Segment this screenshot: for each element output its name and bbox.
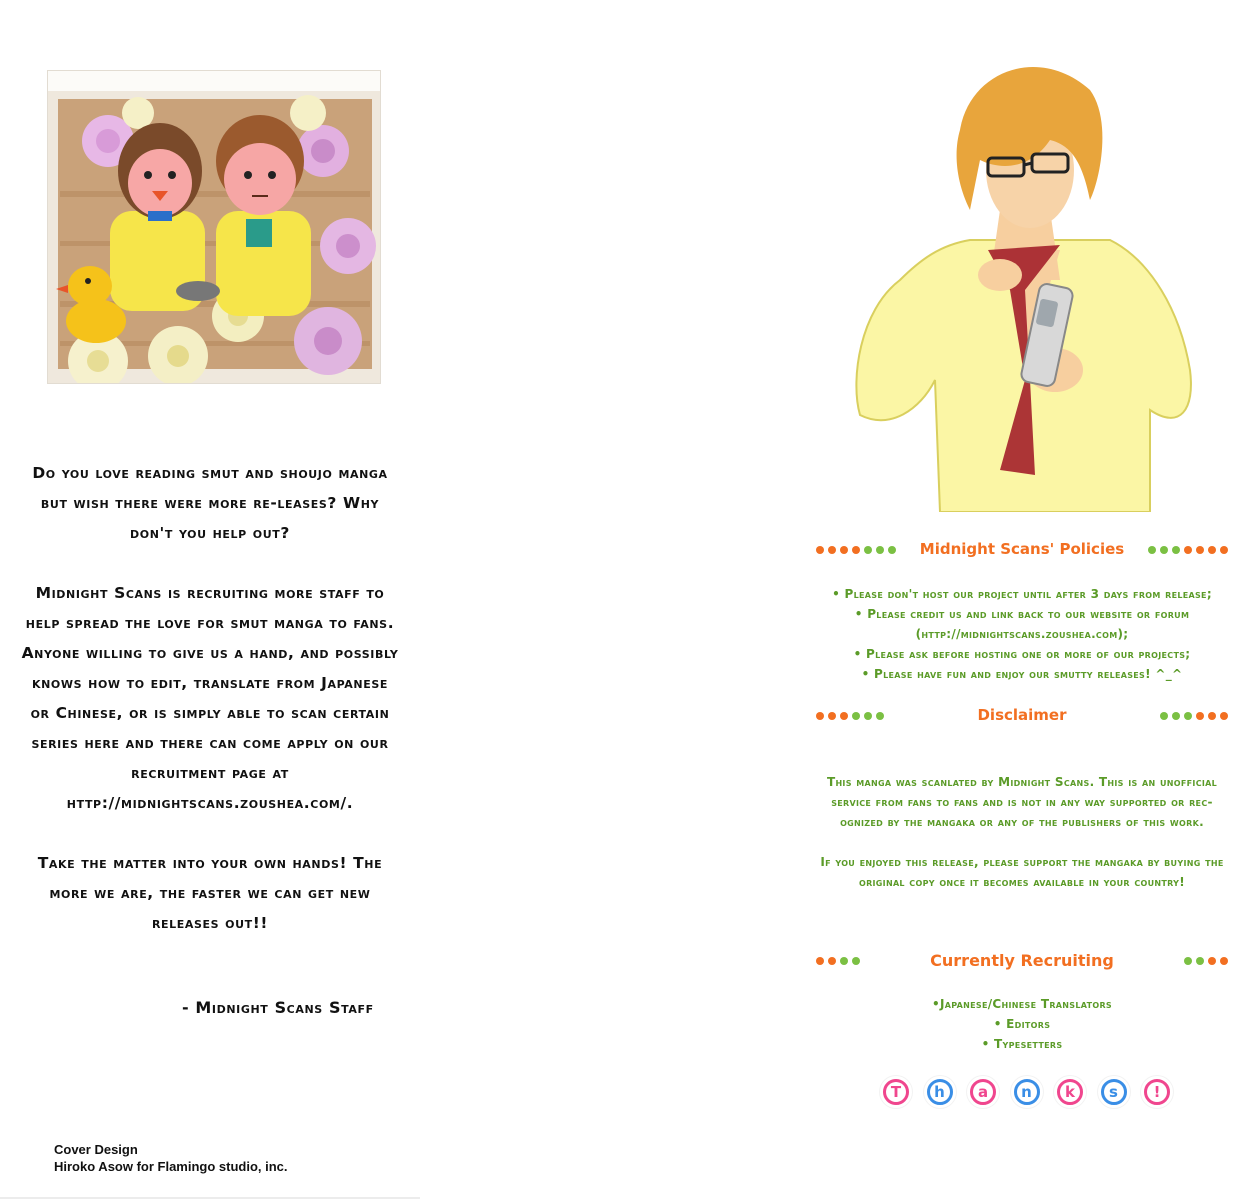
thanks-letter: a bbox=[973, 1082, 993, 1102]
recruitment-paragraph-2: Midnight Scans is recruiting more staff to help spread the love for smut manga to fans. Anyone willing to give us a hand, and possibly knows how to edit, translate from Japanese or Chinese, or is simply able to scan certain series here and there can come apply on our recruitment page at http://midnightscans.zoushea.com/. bbox=[21, 584, 399, 812]
thanks-bubbles bbox=[880, 1076, 1180, 1110]
recruiting-title: Currently Recruiting bbox=[930, 951, 1114, 970]
disclaimer-text bbox=[812, 772, 1232, 912]
recruitment-paragraph-3: Take the matter into your own hands! The more we are, the faster we can get new releases out!! bbox=[37, 854, 383, 932]
staff-signature: - Midnight Scans Staff bbox=[182, 998, 374, 1017]
plush-dolls-image bbox=[48, 71, 381, 384]
thanks-bubble bbox=[880, 1076, 912, 1108]
cover-credit-designer: Hiroko Asow for Flamingo studio, inc. bbox=[54, 1159, 288, 1174]
manga-character-illustration bbox=[850, 50, 1195, 512]
disclaimer-paragraph-2: If you enjoyed this release, please support the mangaka by buying the original copy once it becomes available in your country! bbox=[820, 855, 1224, 889]
recruiting-dots-right bbox=[1184, 957, 1228, 965]
thanks-bubble bbox=[1098, 1076, 1130, 1108]
policy-item: • Please don't host our project until after 3 days from release; bbox=[832, 587, 1212, 601]
recruitment-paragraph-1: Do you love reading smut and shoujo manga but wish there were more re-leases? Why don't you help out? bbox=[32, 464, 388, 542]
thanks-letter: T bbox=[886, 1082, 906, 1102]
recruitment-message bbox=[20, 458, 400, 968]
policy-item: • Please have fun and enjoy our smutty releases! ^_^ bbox=[861, 667, 1183, 681]
policy-item: (http://midnightscans.zoushea.com); bbox=[915, 627, 1129, 641]
disclaimer-title: Disclaimer bbox=[977, 706, 1067, 724]
thanks-letter: s bbox=[1104, 1082, 1124, 1102]
thanks-letter: h bbox=[930, 1082, 950, 1102]
disclaimer-header bbox=[812, 706, 1232, 730]
recruiting-item: • Editors bbox=[993, 1017, 1051, 1031]
policies-header bbox=[812, 540, 1232, 564]
recruiting-item: • Typesetters bbox=[981, 1037, 1063, 1051]
recruiting-item: •Japanese/Chinese Translators bbox=[931, 997, 1112, 1011]
page-bottom-rule bbox=[0, 1197, 420, 1199]
thanks-letter: n bbox=[1017, 1082, 1037, 1102]
cover-credit-title: Cover Design bbox=[54, 1142, 138, 1157]
thanks-bubble bbox=[1054, 1076, 1086, 1108]
recruiting-list bbox=[812, 994, 1232, 1054]
cover-credit bbox=[54, 1141, 354, 1175]
thanks-bubble bbox=[967, 1076, 999, 1108]
thanks-letter: k bbox=[1060, 1082, 1080, 1102]
character-with-phone-image bbox=[850, 50, 1195, 512]
policies-title: Midnight Scans' Policies bbox=[919, 540, 1125, 558]
thanks-letter: ! bbox=[1147, 1082, 1167, 1102]
thanks-bubble bbox=[924, 1076, 956, 1108]
thanks-bubble bbox=[1141, 1076, 1173, 1108]
plush-dolls-photo bbox=[47, 70, 381, 384]
policy-item: • Please ask before hosting one or more of our projects; bbox=[853, 647, 1191, 661]
thanks-bubble bbox=[1011, 1076, 1043, 1108]
policies-list bbox=[812, 584, 1232, 684]
recruiting-header bbox=[812, 951, 1232, 975]
disclaimer-paragraph-1: This manga was scanlated by Midnight Scans. This is an unofficial service from fans to fans and is not in any way supported or rec-ognized by the mangaka or any of the publishers of this work. bbox=[826, 775, 1218, 829]
policies-dots-right bbox=[1148, 546, 1228, 554]
disclaimer-dots-right bbox=[1160, 712, 1228, 720]
policy-item: • Please credit us and link back to our website or forum bbox=[854, 607, 1190, 621]
